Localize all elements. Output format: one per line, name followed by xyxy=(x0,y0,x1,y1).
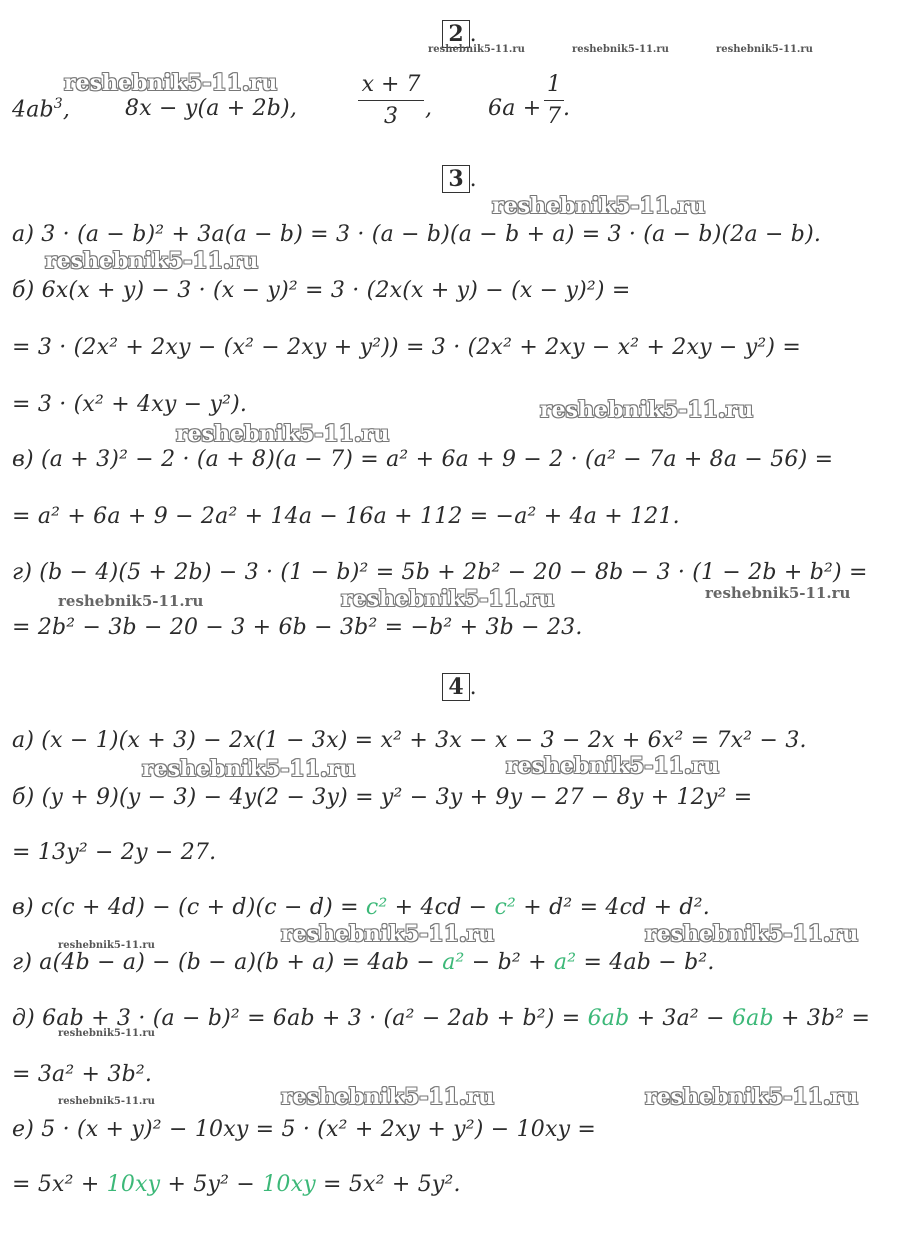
highlight-term: 10xy xyxy=(262,1172,316,1197)
task3-line-b2: = 3 · (2x² + 2xy − (x² − 2xy + y²)) = 3 · (2x² + 2xy − x² + 2xy − y²) = xyxy=(12,335,802,360)
task3-line-g1: г) (b − 4)(5 + 2b) − 3 · (1 − b)² = 5b + 2b² − 20 − 8b − 3 · (1 − 2b + b²) = xyxy=(12,560,868,585)
task4-line-e2: = 5x² + 10xy + 5y² − 10xy = 5x² + 5y². xyxy=(12,1172,461,1197)
task2-expr-4-prefix: 6a + xyxy=(488,96,542,121)
task3-line-a: а) 3 · (a − b)² + 3a(a − b) = 3 · (a − b)(a − b + a) = 3 · (a − b)(2a − b). xyxy=(12,222,822,247)
highlight-term: a² xyxy=(442,950,465,975)
watermark: reshebnik5-11.ru xyxy=(341,586,555,612)
task3-line-v2: = a² + 6a + 9 − 2a² + 14a − 16a + 112 = −a² + 4a + 121. xyxy=(12,504,680,529)
task-number-2: 2 . xyxy=(0,20,919,48)
task4-line-v: в) c(c + 4d) − (c + d)(c − d) = c² + 4cd − c² + d² = 4cd + d². xyxy=(12,895,710,920)
task3-line-b1: б) 6x(x + y) − 3 · (x − y)² = 3 · (2x(x + y) − (x − y)²) = xyxy=(12,278,631,303)
watermark: reshebnik5-11.ru xyxy=(506,753,720,779)
watermark: reshebnik5-11.ru xyxy=(176,421,390,447)
highlight-term: 6ab xyxy=(587,1006,630,1031)
task-number-3: 3 . xyxy=(0,165,919,193)
task4-line-g: г) a(4b − a) − (b − a)(b + a) = 4ab − a² − b² + a² = 4ab − b². xyxy=(12,950,715,975)
watermark: reshebnik5-11.ru xyxy=(58,592,204,610)
watermark: reshebnik5-11.ru xyxy=(64,70,278,96)
task2-fraction-1: x + 7 3 xyxy=(358,72,424,129)
watermark: reshebnik5-11.ru xyxy=(540,397,754,423)
watermark: reshebnik5-11.ru xyxy=(58,1028,155,1039)
watermark: reshebnik5-11.ru xyxy=(716,44,813,55)
watermark: reshebnik5-11.ru xyxy=(58,1096,155,1107)
task4-line-d2: = 3a² + 3b². xyxy=(12,1062,153,1087)
watermark: reshebnik5-11.ru xyxy=(45,248,259,274)
task2-comma: , xyxy=(425,96,433,121)
highlight-term: c² xyxy=(365,895,388,920)
highlight-term: a² xyxy=(553,950,577,975)
task-number-4: 4 . xyxy=(0,673,919,701)
watermark: reshebnik5-11.ru xyxy=(281,921,495,947)
task3-line-b3: = 3 · (x² + 4xy − y²). xyxy=(12,392,248,417)
watermark: reshebnik5-11.ru xyxy=(705,584,851,602)
task4-line-d1: д) 6ab + 3 · (a − b)² = 6ab + 3 · (a² − 2ab + b²) = 6ab + 3a² − 6ab + 3b² = xyxy=(12,1006,871,1031)
highlight-term: 6ab xyxy=(731,1006,774,1031)
task2-expr-2: 8x − y(a + 2b), xyxy=(125,96,298,121)
task2-period: . xyxy=(563,96,571,121)
watermark: reshebnik5-11.ru xyxy=(142,756,356,782)
watermark: reshebnik5-11.ru xyxy=(572,44,669,55)
watermark: reshebnik5-11.ru xyxy=(645,921,859,947)
task4-line-e1: е) 5 · (x + y)² − 10xy = 5 · (x² + 2xy + y²) − 10xy = xyxy=(12,1117,597,1142)
watermark: reshebnik5-11.ru xyxy=(58,940,155,951)
watermark: reshebnik5-11.ru xyxy=(645,1084,859,1110)
task4-line-a: а) (x − 1)(x + 3) − 2x(1 − 3x) = x² + 3x − x − 3 − 2x + 6x² = 7x² − 3. xyxy=(12,728,807,753)
watermark: reshebnik5-11.ru xyxy=(281,1084,495,1110)
task4-line-b2: = 13y² − 2y − 27. xyxy=(12,840,217,865)
watermark: reshebnik5-11.ru xyxy=(428,44,525,55)
task2-fraction-2: 1 7 xyxy=(544,72,564,129)
watermark: reshebnik5-11.ru xyxy=(492,193,706,219)
task2-expr-1: $4ab^3$, xyxy=(12,96,71,123)
task4-line-b1: б) (y + 9)(y − 3) − 4y(2 − 3y) = y² − 3y + 9y − 27 − 8y + 12y² = xyxy=(12,785,753,810)
task3-line-v1: в) (a + 3)² − 2 · (a + 8)(a − 7) = a² + 6a + 9 − 2 · (a² − 7a + 8a − 56) = xyxy=(12,447,834,472)
highlight-term: 10xy xyxy=(106,1172,161,1197)
task3-line-g2: = 2b² − 3b − 20 − 3 + 6b − 3b² = −b² + 3b − 23. xyxy=(12,615,583,640)
highlight-term: c² xyxy=(494,895,517,920)
